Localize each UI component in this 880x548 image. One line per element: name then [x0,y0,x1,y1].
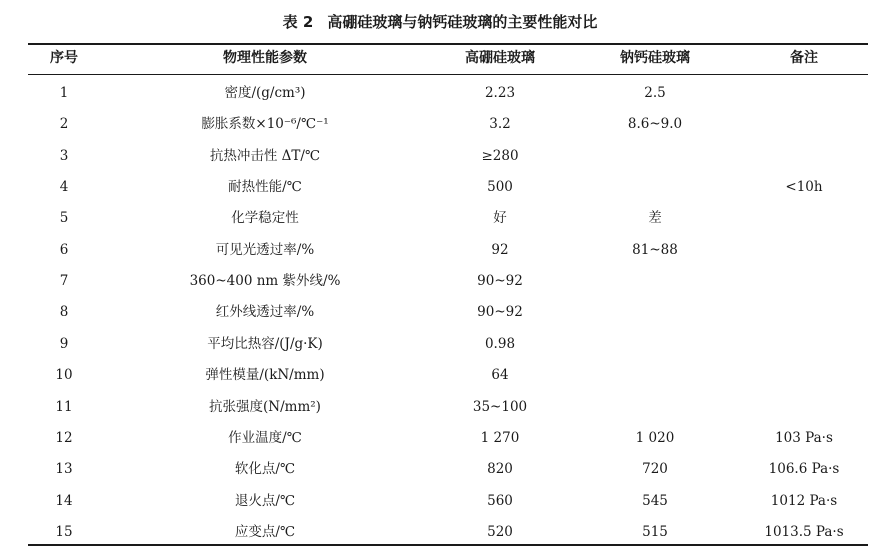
table-row [0,329,880,360]
cell-index: 7 [59,273,69,290]
cell-remark [740,297,868,328]
cell-borosilicate: 0.98 [484,335,516,352]
cell-remark: 1013.5 Pa·s [764,523,844,540]
caption-label: 表 2 [282,13,314,31]
cell-borosilicate: 35~100 [472,398,528,415]
cell-index: 14 [55,492,73,509]
cell-index: 5 [59,210,69,227]
cell-remark: 1012 Pa·s [770,492,838,509]
cell-parameter: 作业温度/℃ [228,429,302,446]
cell-soda-lime [570,329,740,360]
cell-soda-lime: 81~88 [632,241,678,258]
cell-index: 13 [55,461,73,478]
header-rule [28,74,868,75]
cell-remark: 103 Pa·s [775,429,833,446]
cell-index: 1 [59,85,69,101]
cell-soda-lime: 8.6~9.0 [627,116,683,133]
table-row [0,203,880,234]
table-row [0,109,880,140]
cell-borosilicate: 64 [491,367,509,384]
cell-index: 10 [55,367,73,384]
cell-remark: <10h [785,179,823,196]
cell-soda-lime: 720 [642,461,668,478]
cell-borosilicate: 92 [491,241,509,258]
table-row [0,454,880,485]
cell-index: 15 [55,523,73,540]
header-parameter: 物理性能参数 [223,50,307,66]
cell-remark [740,78,868,109]
cell-remark [740,141,868,172]
header-remark: 备注 [790,50,818,66]
header-borosilicate: 高硼硅玻璃 [465,50,535,66]
cell-borosilicate: 90~92 [477,273,523,290]
header-soda-lime: 钠钙硅玻璃 [620,50,690,66]
cell-soda-lime [570,141,740,172]
cell-parameter: 退火点/℃ [234,492,296,509]
cell-parameter: 红外线透过率/% [215,304,315,321]
cell-borosilicate: 90~92 [477,304,523,321]
cell-parameter: 抗热冲击性 ΔT/℃ [209,147,321,164]
cell-soda-lime: 2.5 [644,85,666,101]
table-row [0,266,880,297]
cell-parameter: 360~400 nm 紫外线/% [189,273,341,290]
cell-parameter: 平均比热容/(J/g·K) [207,335,323,352]
table-row [0,423,880,454]
cell-remark [740,109,868,140]
cell-index: 3 [59,147,69,164]
table-row [0,486,880,517]
cell-parameter: 可见光透过率/% [215,241,315,258]
cell-borosilicate: ≥280 [481,147,519,164]
table-row [0,235,880,266]
cell-index: 4 [59,179,69,196]
cell-index: 8 [59,304,69,321]
cell-index: 11 [55,398,73,415]
cell-borosilicate: 1 270 [480,429,520,446]
cell-parameter: 耐热性能/℃ [228,179,302,196]
table-row [0,297,880,328]
cell-borosilicate: 520 [487,523,513,540]
cell-borosilicate: 500 [487,179,513,196]
cell-borosilicate: 好 [493,210,507,227]
cell-parameter: 软化点/℃ [234,461,296,478]
cell-remark [740,235,868,266]
cell-remark [740,360,868,391]
table-row [0,172,880,203]
cell-borosilicate: 560 [487,492,513,509]
cell-soda-lime [570,172,740,203]
table-row [0,392,880,423]
table-row [0,517,880,548]
cell-soda-lime: 1 020 [635,429,675,446]
cell-borosilicate: 2.23 [484,85,516,101]
cell-parameter: 应变点/℃ [234,523,296,540]
cell-parameter: 膨胀系数×10⁻⁶/℃⁻¹ [201,116,329,133]
cell-soda-lime: 545 [642,492,668,509]
table-row [0,141,880,172]
cell-index: 9 [59,335,69,352]
cell-index: 2 [59,116,69,133]
cell-soda-lime [570,360,740,391]
caption-title: 高硼硅玻璃与钠钙硅玻璃的主要性能对比 [327,13,598,31]
cell-index: 12 [55,429,73,446]
cell-remark [740,266,868,297]
table-row [0,360,880,391]
cell-soda-lime [570,392,740,423]
table-row [0,78,880,109]
header-index: 序号 [50,50,78,66]
table-caption [0,11,880,32]
cell-remark [740,329,868,360]
cell-borosilicate: 820 [487,461,513,478]
cell-parameter: 密度/(g/cm³) [224,85,306,101]
cell-remark [740,203,868,234]
cell-soda-lime [570,297,740,328]
cell-soda-lime [570,266,740,297]
cell-soda-lime: 515 [642,523,668,540]
cell-remark: 106.6 Pa·s [768,461,840,478]
cell-soda-lime: 差 [648,210,662,227]
cell-remark [740,392,868,423]
cell-parameter: 化学稳定性 [231,210,299,227]
cell-index: 6 [59,241,69,258]
cell-parameter: 弹性模量/(kN/mm) [205,367,325,384]
cell-borosilicate: 3.2 [489,116,511,133]
cell-parameter: 抗张强度(N/mm²) [209,398,321,415]
